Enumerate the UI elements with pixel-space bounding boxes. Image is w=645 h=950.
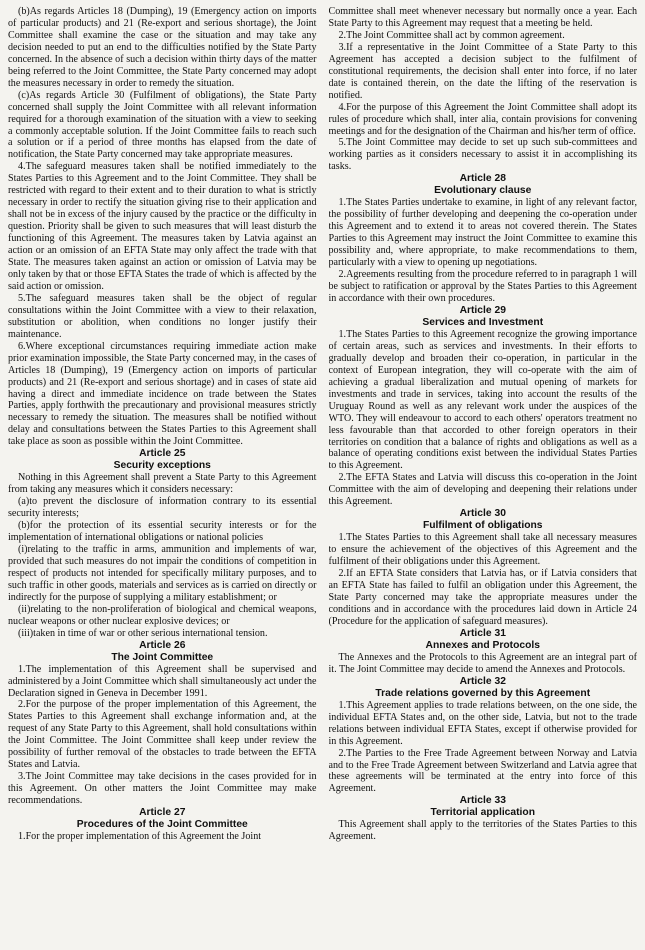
paragraph: 1.This Agreement applies to trade relations between, on the one side, the individual EFTA States and, on the other side, Latvia, but not to the trade relations between individual EFTA States, except if otherwise provided for in this Agreement. (328, 699, 637, 747)
paragraph: 3.The Joint Committee may take decisions in the cases provided for in this Agreement. On other matters the Joint Committee may make recommendations. (8, 771, 317, 807)
article-title-heading: Evolutionary clause (434, 185, 532, 197)
paragraph: 5.The safeguard measures taken shall be the object of regular consultations within the Joint Committee with a view to their relaxation, substitution or abolition, when conditions no longer justify their maintenance. (8, 292, 317, 340)
article-number-heading: Article 25 (139, 448, 186, 460)
article-number-heading: Article 30 (459, 508, 506, 520)
paragraph: 1.The States Parties to this Agreement shall take all necessary measures to ensure the achievement of the objectives of this Agreement and the fulfilment of their obligations under this Agreement. (328, 532, 637, 568)
paragraph: 5.The Joint Committee may decide to set up such sub-committees and working parties as it considers necessary to assist it in accomplishing its tasks. (328, 137, 637, 173)
article-number-heading: Article 31 (459, 627, 506, 639)
article-number-heading: Article 27 (139, 807, 186, 819)
article-title-heading: Territorial application (430, 807, 535, 819)
paragraph: 2.The Joint Committee shall act by common agreement. (338, 29, 565, 41)
article-title-heading: Annexes and Protocols (425, 639, 540, 651)
paragraph: 3.If a representative in the Joint Committee of a State Party to this Agreement has accepted a decision subject to the fulfilment of constitutional requirements, the decision shall enter into force, if no later date is contained therein, on the date the lifting of the reservation is notified. (328, 41, 637, 101)
paragraph: 2.If an EFTA State considers that Latvia has, or if Latvia considers that an EFTA State has failed to fulfil an obligation under this Agreement, the State Party concerned may take the appropriate measures under the conditions and in accordance with the procedures laid down in Article 24 (Procedure for the application of safeguard measures). (328, 568, 637, 627)
article-title-heading: Trade relations governed by this Agreement (375, 687, 591, 699)
paragraph: 4.The safeguard measures taken shall be notified immediately to the States Parties to this Agreement and to the Joint Committee. They shall be restricted with regard to their extent and to their duration to what is strictly necessary in order to rectify the situation giving rise to their application and shall not be in excess of the injury caused by the practice or the difficulty in question. Priority shall be given to such measures that will least disturb the functioning of this Agreement. The measures taken by Latvia against an action or an omission of an EFTA State may only affect the trade with that State. The measures taken against an action or omission of Latvia may be only taken by that or those EFTA States the trade of which is affected by the said action or omission. (8, 161, 317, 292)
article-number-heading: Article 26 (139, 639, 186, 651)
article-number-heading: Article 33 (459, 795, 506, 807)
paragraph: 1.The implementation of this Agreement shall be supervised and administered by a Joint Committee which shall simultaneously act under the Declaration signed in Geneva in December 1991. (8, 663, 317, 699)
paragraph: This Agreement shall apply to the territories of the States Parties to this Agreement. (328, 819, 637, 843)
paragraph: 2.The EFTA States and Latvia will discuss this co-operation in the Joint Committee with the aim of developing and deepening their relations under this Agreement. (328, 472, 637, 508)
article-number-heading: Article 28 (459, 173, 506, 185)
paragraph: (b)As regards Articles 18 (Dumping), 19 (Emergency action on imports of particular products) and 21 (Re-export and serious shortage), the Joint Committee shall examine the case or the situation and may take any decision needed to put an end to the difficulties notified by the State Party concerned. In the absence of such a decision within thirty days of the matter being referred to the Joint Committee, the State Party concerned may adopt the measures necessary in order to remedy the situation. (8, 6, 317, 89)
paragraph: 1.For the proper implementation of this Agreement the Joint (18, 831, 262, 843)
paragraph: 2.Agreements resulting from the procedure referred to in paragraph 1 will be subject to ratification or approval by the States Parties to this Agreement in accordance with their own procedures. (328, 269, 637, 304)
paragraph: (b)for the protection of its essential security interests or for the implementation of international obligations or national policies (8, 520, 317, 544)
paragraph: (i)relating to the traffic in arms, ammunition and implements of war, provided that such measures do not impair the conditions of competition in respect of products not intended for specifically military purposes, and to such traffic in other goods, materials and services as is carried on directly or indirectly for the purpose of supplying a military establishment; or (8, 543, 317, 603)
paragraph: 1.The States Parties to this Agreement recognize the growing importance of certain areas, such as services and investments. In their efforts to gradually develop and broaden their co-operation, in particular in the context of European integration, they will co-operate with the aim of achieving a gradual liberalization and mutual opening of markets for investments and trade in services, taking into account the results of the Uruguay Round as well as any relevant work under the auspices of the WTO. They will endeavour to accord to each others' operators treatment no less favourable than that accorded to other foreign operators in their territories on condition that a balance of rights and obligations as well as a balance of operating conditions exist between the individual States Parties to this Agreement. (328, 328, 637, 472)
paragraph: (iii)taken in time of war or other serious international tension. (18, 627, 268, 639)
article-title-heading: Procedures of the Joint Committee (76, 819, 248, 831)
paragraph: The Annexes and the Protocols to this Agreement are an integral part of it. The Joint Committee may decide to amend the Annexes and Protocols. (328, 651, 637, 675)
article-title-heading: Fulfilment of obligations (422, 520, 543, 532)
paragraph: Committee shall meet whenever necessary but normally once a year. Each State Party to this Agreement may request that a meeting be held. (328, 6, 637, 29)
paragraph: 6.Where exceptional circumstances requiring immediate action make prior examination impossible, the State Party concerned may, in the cases of Articles 18 (Dumping), 19 (Emergency action on imports of particular products) and 21 (Re-export and serious shortage) and in cases of state aid having a direct and immediate incidence on trade between the States Parties, apply forthwith the precautionary and provisional measures strictly necessary to remedy the situation. The measures shall be notified without delay and consultations between the States Parties to this Agreement shall take place as soon as possible within the Joint Committee. (8, 340, 317, 448)
paragraph: 1.The States Parties undertake to examine, in light of any relevant factor, the possibility of further developing and deepening the co-operation under this Agreement and to extend it to areas not covered therein. The States Parties to this Agreement may instruct the Joint Committee to examine this possibility and, where appropriate, to make recommendations to them, particularly with a view to opening up negotiations. (328, 197, 637, 269)
paragraph: (c)As regards Article 30 (Fulfilment of obligations), the State Party concerned shall supply the Joint Committee with all relevant information required for a thorough examination of the situation with a view to seeking a commonly acceptable solution. If the Joint Committee fails to reach such a solution or if a period of three months has elapsed from the date of notification, the State Party concerned may take appropriate measures. (8, 89, 317, 161)
paragraph: Nothing in this Agreement shall prevent a State Party to this Agreement from taking any measures which it considers necessary: (8, 472, 317, 496)
article-title-heading: The Joint Committee (111, 651, 214, 663)
article-title-heading: Services and Investment (422, 316, 544, 328)
paragraph: 2.The Parties to the Free Trade Agreement between Norway and Latvia and to the Free Trade Agreement between Switzerland and Latvia agree that these agreements will be terminated at the entry into force of this Agreement. (328, 747, 637, 795)
left-column (8, 6, 317, 950)
right-column (329, 6, 638, 950)
article-number-heading: Article 32 (459, 675, 506, 687)
article-number-heading: Article 29 (459, 304, 506, 316)
paragraph: (ii)relating to the non-proliferation of biological and chemical weapons, nuclear weapons or other nuclear explosive devices; or (8, 603, 317, 627)
paragraph: 4.For the purpose of this Agreement the Joint Committee shall adopt its rules of procedure which shall, inter alia, contain provisions for convening meetings and for the designation of the Chairman and his/her term of office. (328, 101, 637, 137)
paragraph: (a)to prevent the disclosure of information contrary to its essential security interests; (8, 496, 317, 520)
article-title-heading: Security exceptions (113, 460, 211, 472)
paragraph: 2.For the purpose of the proper implementation of this Agreement, the States Parties to this Agreement shall exchange information and, at the request of any State Party to this Agreement, shall hold consultations within the Joint Committee. The Joint Committee shall keep under review the possibility of further removal of the obstacles to trade between the EFTA States and Latvia. (8, 699, 317, 771)
